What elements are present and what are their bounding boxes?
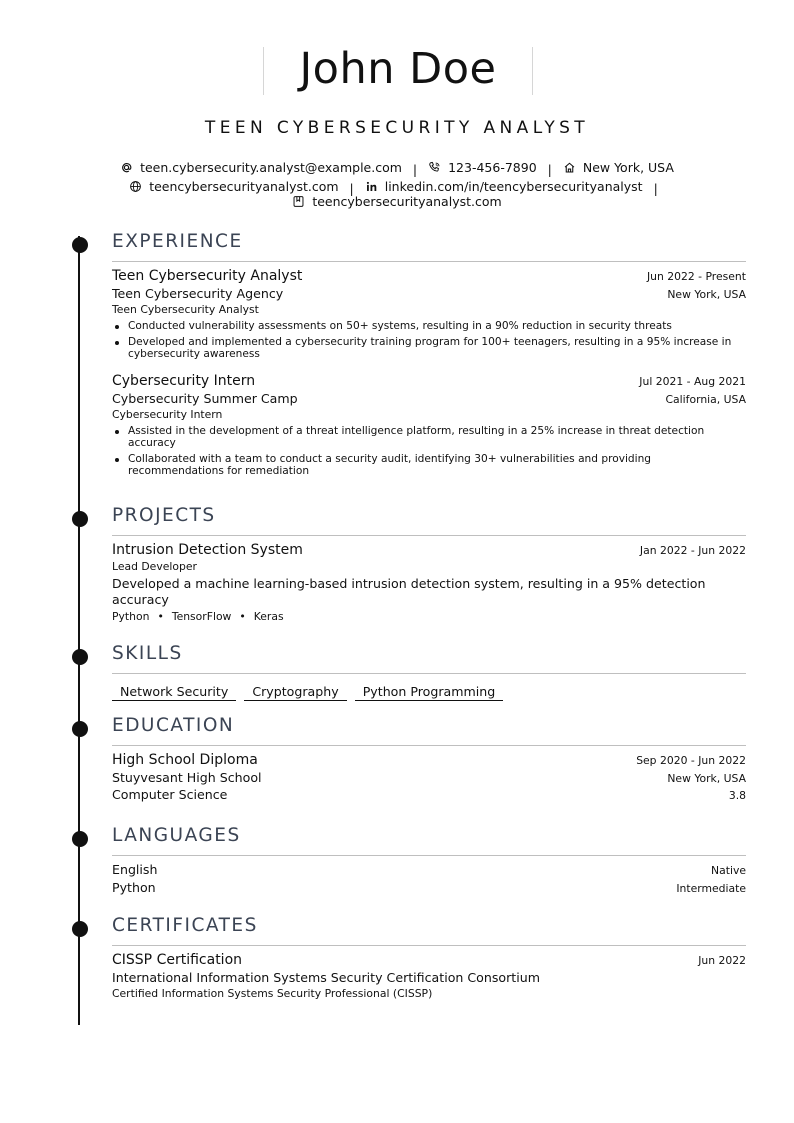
certificate-issuer: International Information Systems Security Certification Consortium (112, 970, 540, 985)
list-item: Assisted in the development of a threat intelligence platform, resulting in a 25% increase in threat detection accuracy (112, 425, 746, 449)
project-role: Lead Developer (112, 560, 197, 573)
at-icon (120, 161, 133, 174)
tag: Python (112, 610, 150, 623)
name-block (263, 44, 533, 95)
skill-chip: Network Security (112, 684, 236, 701)
contact-separator: | (349, 181, 354, 196)
section-divider (112, 855, 746, 856)
project-description: Developed a machine learning-based intrusion detection system, resulting in a 95% detection accuracy (112, 576, 706, 607)
entry-location: California, USA (665, 393, 746, 406)
certificate-entry (112, 952, 746, 1000)
section-title: SKILLS (112, 643, 183, 664)
home-icon (563, 161, 576, 174)
timeline-dot-projects (72, 511, 88, 527)
tag-separator: • (157, 610, 164, 623)
section-divider (112, 535, 746, 536)
list-item: Collaborated with a team to conduct a security audit, identifying 30+ vulnerabilities and providing recommendations for remediation (112, 453, 746, 477)
certificate-full-name: Certified Information Systems Security Professional (CISSP) (112, 987, 433, 1000)
section-title: CERTIFICATES (112, 915, 258, 936)
entry-role: Teen Cybersecurity Analyst (112, 303, 259, 316)
contact-portfolio[interactable]: teencybersecurityanalyst.com (292, 194, 501, 209)
education-location: New York, USA (667, 772, 746, 785)
timeline-dot-experience (72, 237, 88, 253)
education-entry (112, 752, 746, 802)
section-title: PROJECTS (112, 505, 216, 526)
language-row (112, 880, 746, 895)
contact-separator: | (547, 162, 552, 177)
contact-website[interactable]: teencybersecurityanalyst.com (129, 179, 338, 194)
project-dates: Jan 2022 - Jun 2022 (639, 544, 746, 557)
language-level: Intermediate (676, 882, 746, 895)
entry-position: Cybersecurity Intern (112, 373, 256, 389)
language-level: Native (711, 864, 746, 877)
experience-entry (112, 373, 746, 477)
tag: TensorFlow (171, 610, 232, 623)
certificate-date: Jun 2022 (698, 954, 746, 967)
language-name: Python (112, 880, 156, 895)
section-title: LANGUAGES (112, 825, 241, 846)
timeline-dot-certificates (72, 921, 88, 937)
entry-location: New York, USA (667, 288, 746, 301)
section-education (112, 713, 746, 802)
timeline-dot-skills (72, 649, 88, 665)
linkedin-icon (365, 180, 378, 193)
contact-separator: | (653, 181, 658, 196)
contact-separator: | (412, 162, 418, 177)
project-entry (112, 542, 746, 623)
language-name: English (112, 862, 158, 877)
project-tags (112, 610, 746, 623)
language-row (112, 862, 746, 877)
section-certificates (112, 913, 746, 1000)
education-field: Computer Science (112, 787, 228, 802)
entry-bullets (112, 425, 746, 477)
certificate-name: CISSP Certification (112, 952, 243, 968)
section-skills (112, 641, 746, 701)
skill-chip: Python Programming (355, 684, 504, 701)
timeline-line (78, 236, 80, 1025)
section-divider (112, 945, 746, 946)
entry-dates: Jun 2022 - Present (646, 270, 746, 283)
contact-line-3 (0, 194, 794, 211)
contact-line-1 (0, 160, 794, 177)
section-title: EXPERIENCE (112, 231, 243, 252)
project-name: Intrusion Detection System (112, 542, 303, 558)
education-school: Stuyvesant High School (112, 770, 262, 785)
globe-icon (129, 180, 142, 193)
education-dates: Sep 2020 - Jun 2022 (636, 754, 746, 767)
education-degree: High School Diploma (112, 752, 258, 768)
phone-icon (428, 161, 441, 174)
section-experience (112, 229, 746, 477)
candidate-name: John Doe (299, 44, 497, 94)
section-divider (112, 745, 746, 746)
section-title: EDUCATION (112, 715, 235, 736)
entry-company: Teen Cybersecurity Agency (112, 286, 284, 301)
timeline-dot-education (72, 721, 88, 737)
section-projects (112, 503, 746, 623)
list-item: Developed and implemented a cybersecurity training program for 100+ teenagers, resulting in a 95% increase in cybersecurity awareness (112, 336, 746, 360)
entry-company: Cybersecurity Summer Camp (112, 391, 298, 406)
list-item: Conducted vulnerability assessments on 50+ systems, resulting in a 90% reduction in security threats (112, 320, 746, 332)
section-divider (112, 673, 746, 674)
job-title: TEEN CYBERSECURITY ANALYST (204, 118, 590, 138)
section-languages (112, 823, 746, 895)
experience-entry (112, 268, 746, 360)
contact-email[interactable]: teen.cybersecurity.analyst@example.com (120, 160, 402, 175)
timeline-dot-languages (72, 831, 88, 847)
entry-role: Cybersecurity Intern (112, 408, 223, 421)
bookmark-icon (292, 195, 305, 208)
section-divider (112, 261, 746, 262)
contact-linkedin[interactable]: linkedin.com/in/teencybersecurityanalyst (365, 179, 643, 194)
entry-dates: Jul 2021 - Aug 2021 (639, 375, 746, 388)
contact-phone[interactable]: 123-456-7890 (428, 160, 537, 175)
tag-separator: • (239, 610, 246, 623)
education-gpa: 3.8 (728, 789, 746, 802)
skills-list (112, 681, 746, 701)
entry-bullets (112, 320, 746, 360)
tag: Keras (253, 610, 284, 623)
entry-position: Teen Cybersecurity Analyst (112, 268, 303, 284)
contact-location: New York, USA (563, 160, 674, 175)
skill-chip: Cryptography (244, 684, 346, 701)
